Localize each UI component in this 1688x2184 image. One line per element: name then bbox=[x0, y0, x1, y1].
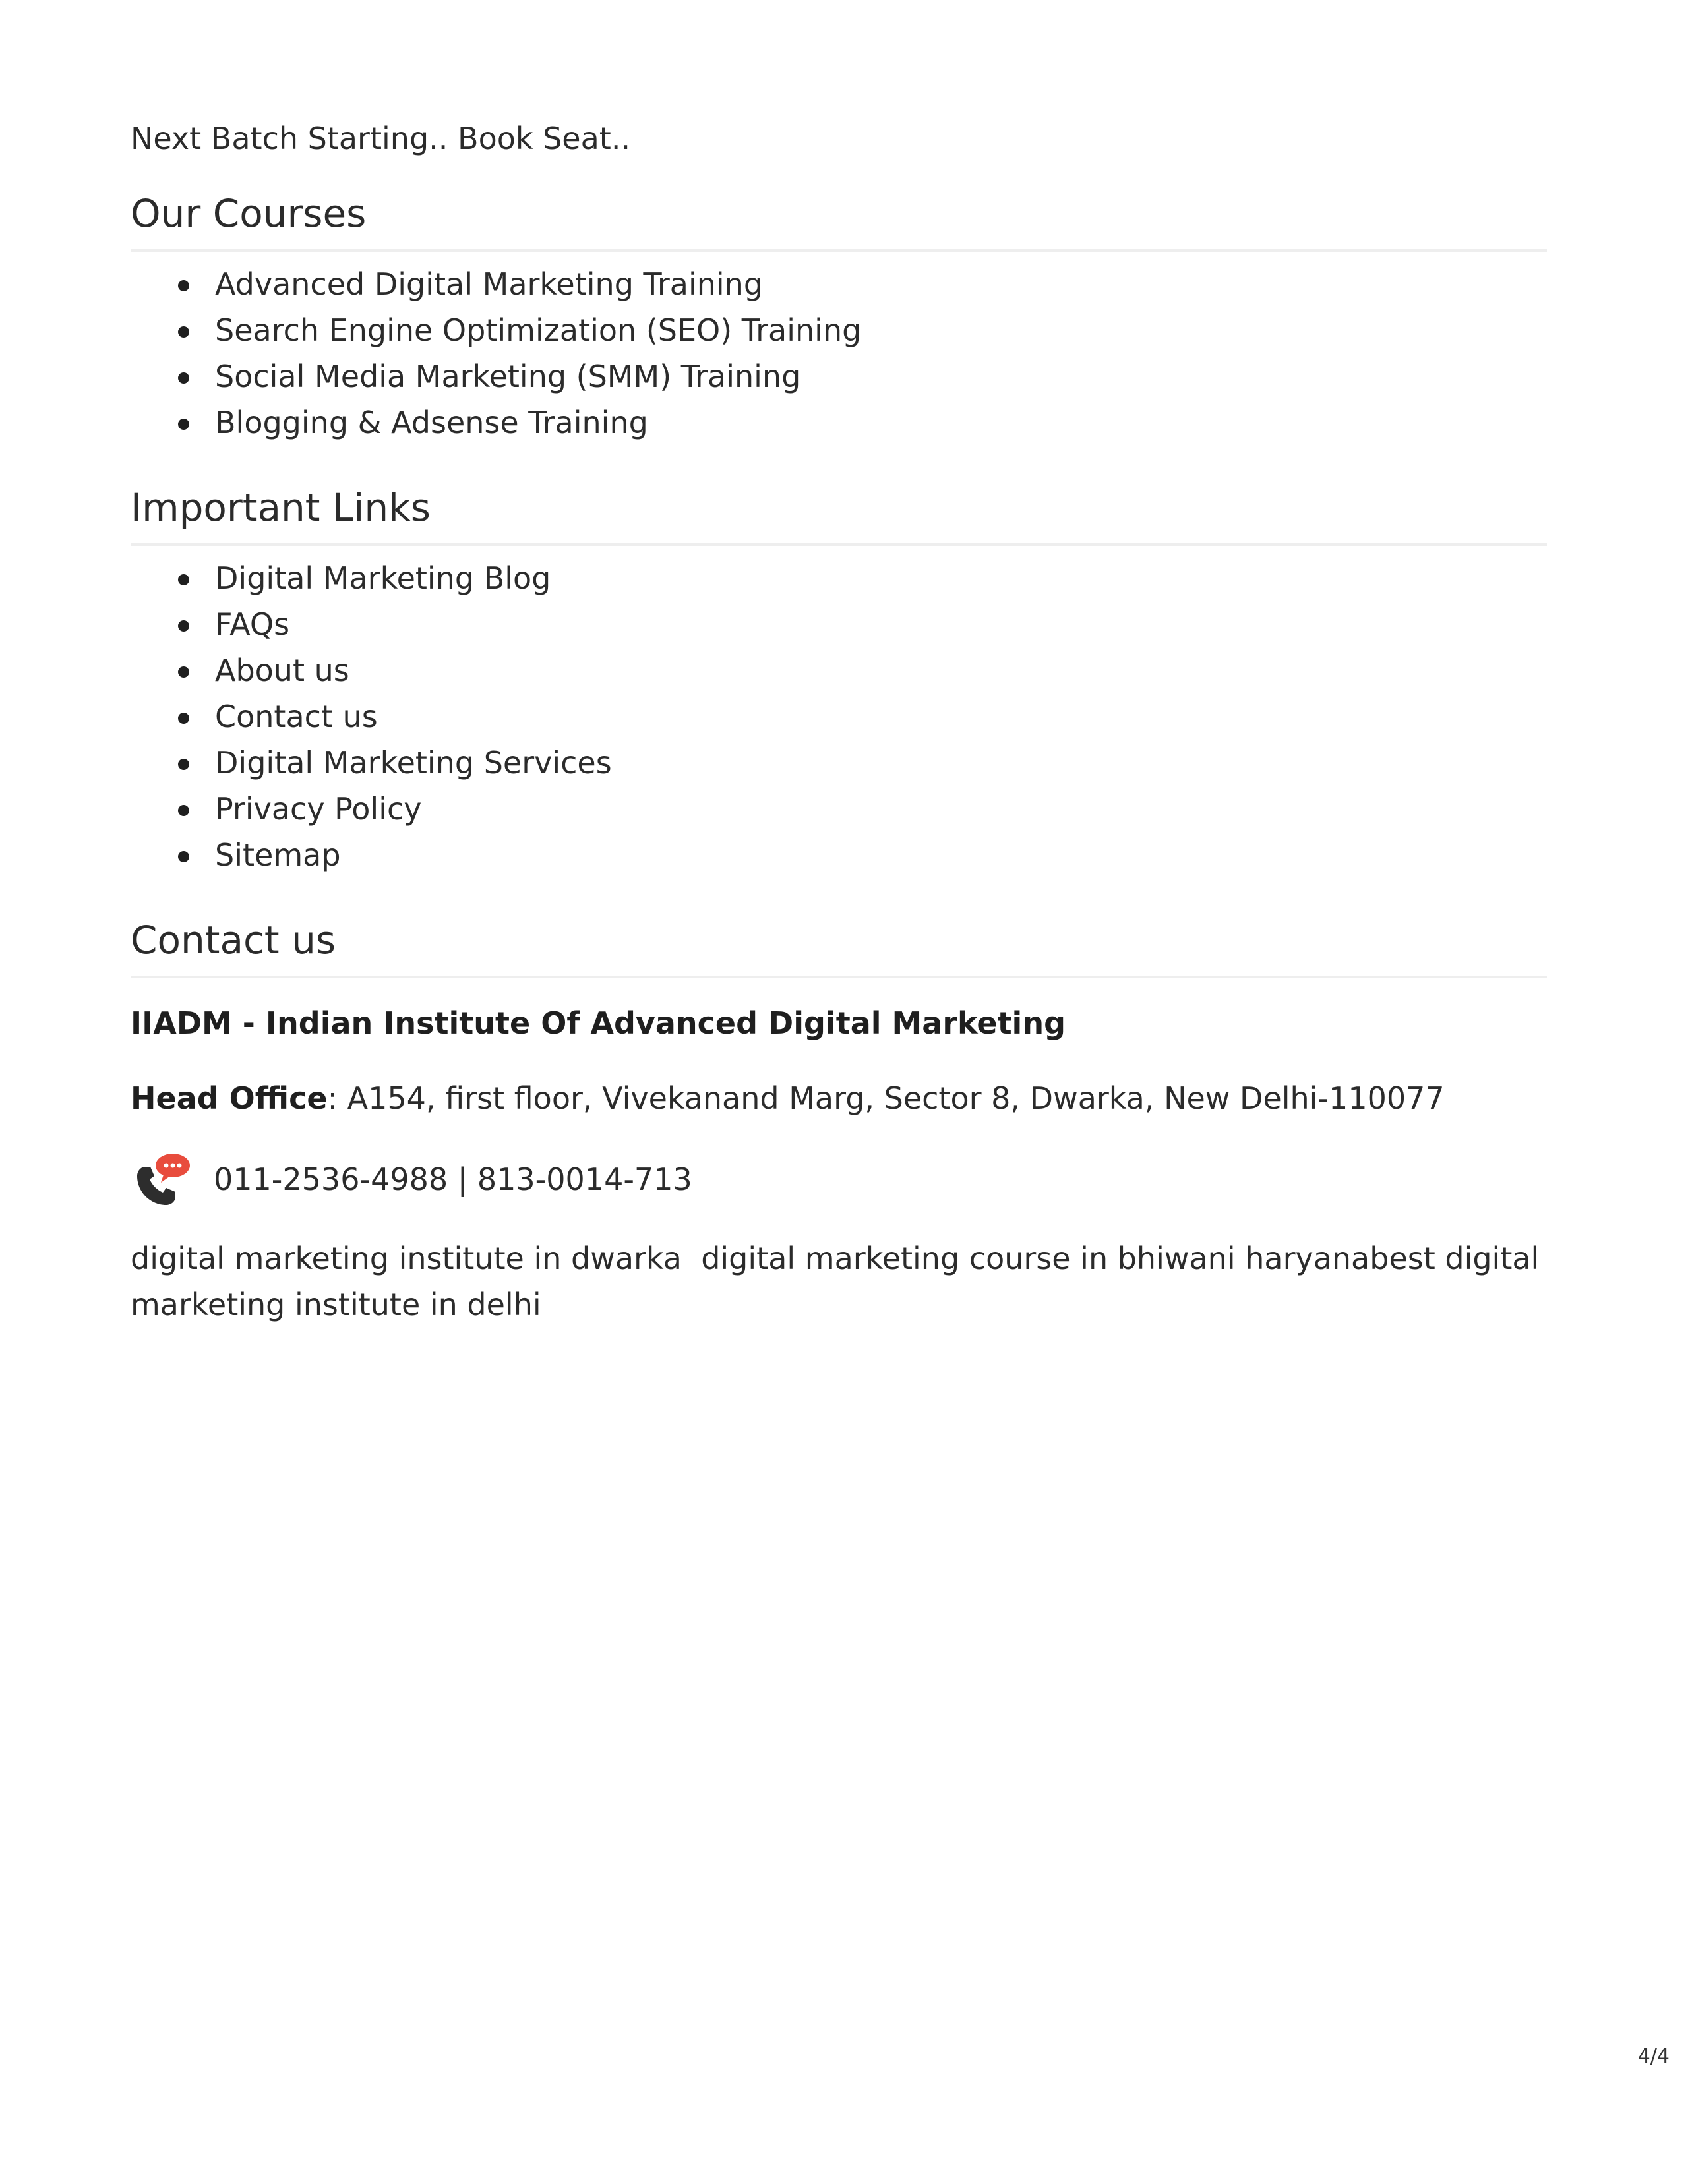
link-privacy-policy[interactable]: Privacy Policy bbox=[215, 786, 1547, 832]
courses-heading: Our Courses bbox=[131, 187, 1547, 252]
phone-numbers-row bbox=[131, 1152, 1547, 1206]
phone-numbers[interactable]: 011-2536-4988 | 813-0014-713 bbox=[214, 1162, 692, 1197]
head-office-label: Head Office bbox=[131, 1080, 328, 1116]
head-office-address bbox=[131, 1077, 1547, 1119]
link-faqs[interactable]: FAQs bbox=[215, 601, 1547, 647]
page-number: 4/4 bbox=[1637, 2045, 1670, 2068]
link-contact-us[interactable]: Contact us bbox=[215, 694, 1547, 740]
course-link-seo[interactable]: Search Engine Optimization (SEO) Training bbox=[215, 307, 1547, 353]
important-links-heading: Important Links bbox=[131, 481, 1547, 546]
phone-chat-icon bbox=[131, 1152, 194, 1206]
important-links-list bbox=[131, 555, 1547, 878]
keyword-links[interactable]: digital marketing institute in dwarka digital marketing course in bhiwani haryanabest digital marketing institute in delhi bbox=[131, 1241, 1549, 1322]
batch-announcement: Next Batch Starting.. Book Seat.. bbox=[131, 121, 631, 156]
course-link-advanced-digital-marketing[interactable]: Advanced Digital Marketing Training bbox=[215, 261, 1547, 307]
page-content bbox=[131, 116, 1547, 1328]
contact-heading: Contact us bbox=[131, 914, 1547, 978]
course-link-smm[interactable]: Social Media Marketing (SMM) Training bbox=[215, 353, 1547, 399]
course-link-blogging-adsense[interactable]: Blogging & Adsense Training bbox=[215, 399, 1547, 446]
organization-name: IIADM - Indian Institute Of Advanced Digital Marketing bbox=[131, 1005, 1066, 1041]
link-about-us[interactable]: About us bbox=[215, 647, 1547, 694]
head-office-text: : A154, first floor, Vivekanand Marg, Sector 8, Dwarka, New Delhi-110077 bbox=[327, 1080, 1445, 1116]
courses-list bbox=[131, 261, 1547, 446]
link-sitemap[interactable]: Sitemap bbox=[215, 832, 1547, 878]
link-digital-marketing-services[interactable]: Digital Marketing Services bbox=[215, 740, 1547, 786]
link-digital-marketing-blog[interactable]: Digital Marketing Blog bbox=[215, 555, 1547, 601]
